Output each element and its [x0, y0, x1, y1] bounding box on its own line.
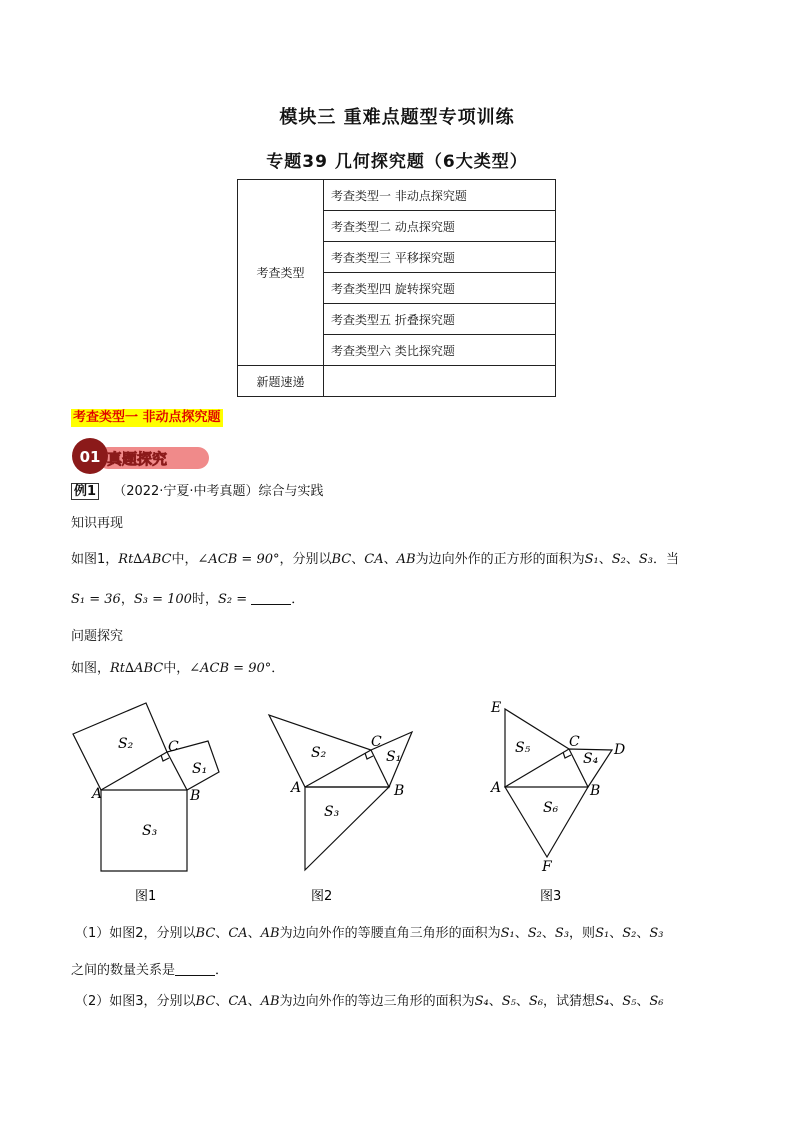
fig2-label-a: A — [291, 780, 302, 796]
paragraph-1: 如图1，Rt∆ABC中，∠ACB = 90°，分别以BC、CA、AB为边向外作的正方形的面积为S₁、S₂、S₃．当 — [71, 552, 680, 567]
fig2-caption: 图2 — [311, 889, 333, 904]
fig1-label-s2: S₂ — [118, 736, 134, 752]
page-title: 模块三 重难点题型专项训练 — [279, 107, 515, 128]
fig1-label-a: A — [92, 786, 103, 802]
example-source: （2022·宁夏·中考真题）综合与实践 — [113, 484, 324, 499]
fig3-label-s4: S₄ — [583, 751, 599, 767]
table-type-1: 考查类型一 非动点探究题 — [324, 180, 556, 211]
paragraph-2: S₁ = 36，S₃ = 100时，S₂ = ． — [71, 592, 305, 607]
table-type-2: 考查类型二 动点探究题 — [324, 211, 556, 242]
answer-blank-2[interactable] — [175, 963, 215, 976]
answer-blank-1[interactable] — [251, 592, 291, 605]
table-new-label: 新题速递 — [238, 366, 324, 397]
fig3-label-b: B — [590, 783, 601, 799]
fig2-label-s2: S₂ — [311, 745, 327, 761]
figure-3 — [480, 693, 650, 908]
fig2-label-c: C — [371, 734, 382, 750]
badge-number: 01 — [79, 448, 101, 466]
fig3-label-a: A — [491, 780, 502, 796]
fig2-label-s3: S₃ — [324, 804, 340, 820]
table-left-label: 考查类型 — [238, 180, 324, 366]
table-type-5: 考查类型五 折叠探究题 — [324, 304, 556, 335]
paragraph-3: 如图，Rt∆ABC中，∠ACB = 90°． — [71, 661, 285, 676]
explore-heading: 问题探究 — [71, 629, 124, 644]
fig1-label-s3: S₃ — [142, 823, 158, 839]
question-1: （1）如图2，分别以BC、CA、AB为边向外作的等腰直角三角形的面积为S₁、S₂、S₃，则S₁、S₂、S₃ — [75, 926, 664, 941]
fig3-label-f: F — [542, 859, 552, 875]
knowledge-heading: 知识再现 — [71, 516, 124, 531]
fig3-caption: 图3 — [540, 889, 562, 904]
fig1-label-b: B — [190, 788, 201, 804]
example-label: 例1 — [71, 483, 99, 500]
fig1-label-c: C — [168, 739, 179, 755]
badge-text: 真题探究 — [107, 450, 168, 468]
fig2-label-b: B — [394, 783, 405, 799]
table-type-3: 考查类型三 平移探究题 — [324, 242, 556, 273]
fig3-label-d: D — [614, 742, 626, 758]
example-header — [71, 483, 324, 501]
table-new-value — [324, 366, 556, 397]
figure-1 — [60, 690, 240, 910]
table-type-6: 考查类型六 类比探究题 — [324, 335, 556, 366]
figure-2 — [260, 700, 430, 910]
section-title: 考查类型一 非动点探究题 — [73, 410, 221, 425]
page-subtitle: 专题39 几何探究题（6大类型） — [266, 152, 528, 172]
fig2-label-s1: S₁ — [386, 749, 402, 765]
fig3-label-c: C — [569, 734, 580, 750]
section-badge — [71, 437, 211, 475]
fig3-label-e: E — [491, 700, 502, 716]
fig1-label-s1: S₁ — [192, 761, 208, 777]
question-1-line-2: 之间的数量关系是 ． — [71, 963, 229, 978]
table-type-4: 考查类型四 旋转探究题 — [324, 273, 556, 304]
fig1-caption: 图1 — [135, 889, 157, 904]
fig3-label-s5: S₅ — [515, 740, 531, 756]
question-2: （2）如图3，分别以BC、CA、AB为边向外作的等边三角形的面积为S₄、S₅、S₆，试猜想S₄、S₅、S₆ — [75, 994, 664, 1009]
fig3-label-s6: S₆ — [543, 800, 559, 816]
category-table — [237, 179, 556, 397]
